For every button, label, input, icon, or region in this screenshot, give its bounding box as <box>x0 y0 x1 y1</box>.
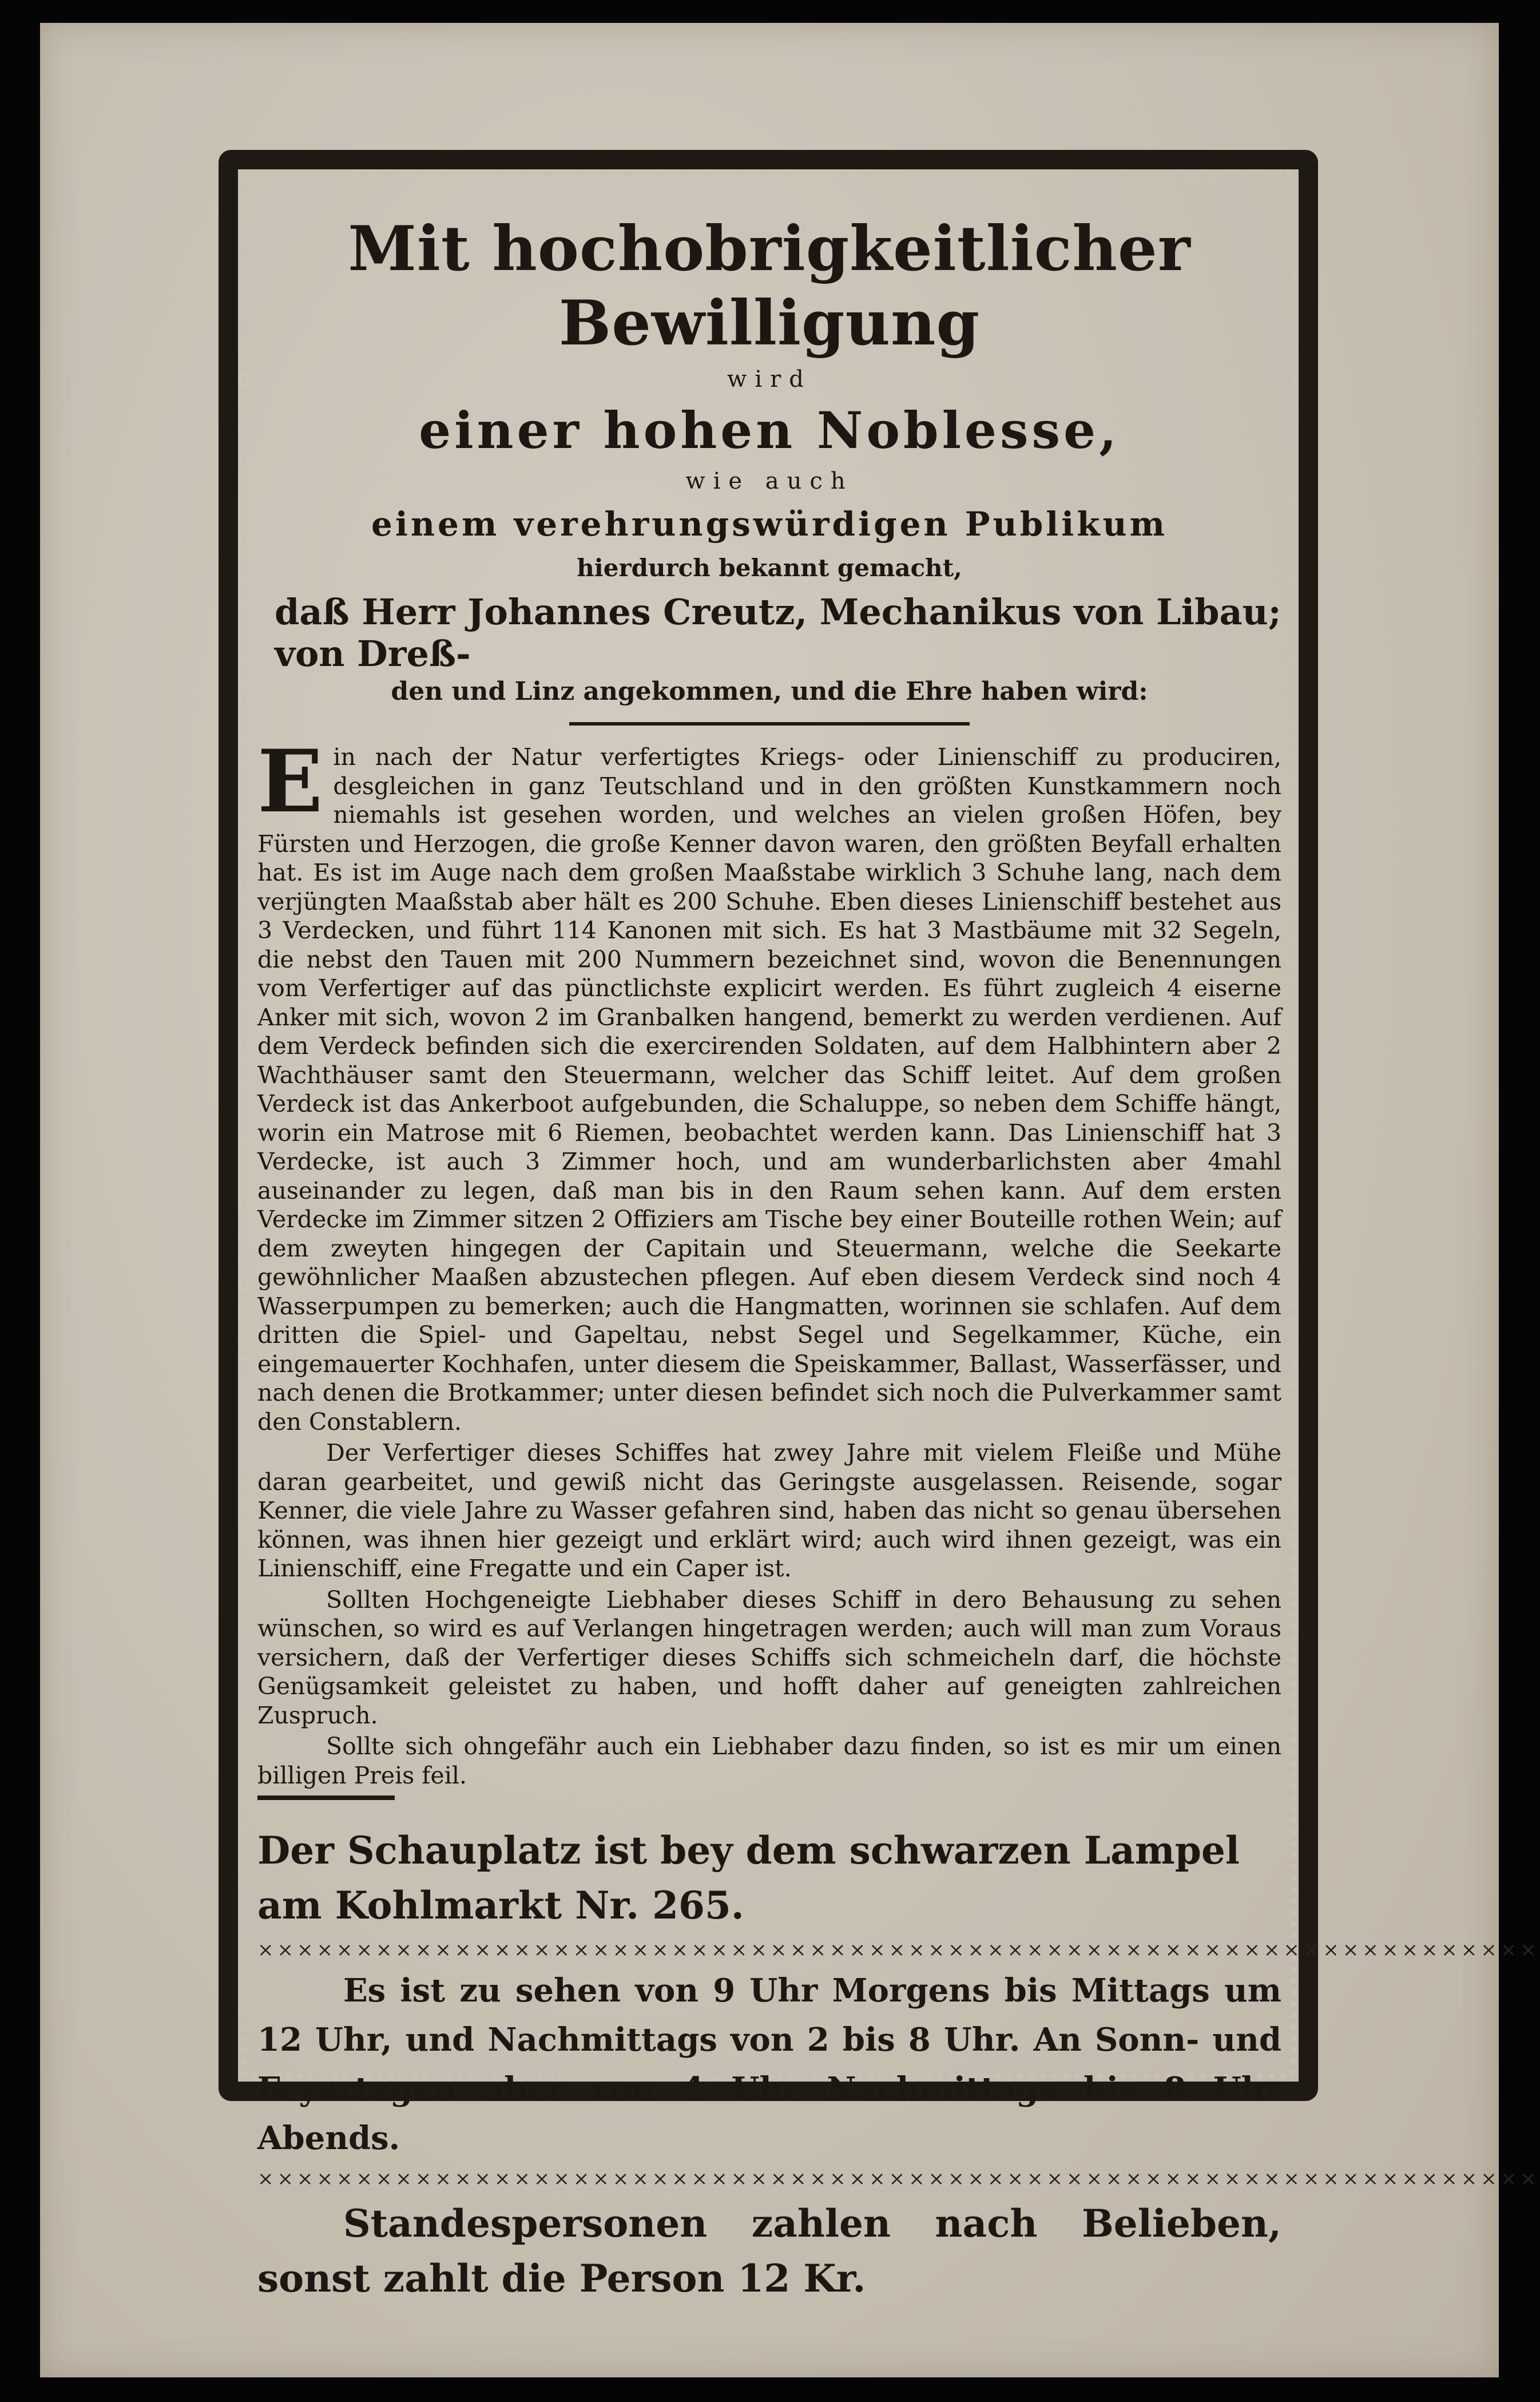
paragraph-1-text: in nach der Natur verfertigtes Kriegs- oder Linienschiff zu produciren, desgleichen in ganz Teutschland und in den größten Kunstkammern noch niemahls ist gesehen worden, und welches an vielen großen Höfen, bey Fürsten und Herzogen, die große Kenner davon waren, den größten Beyfall erhalten hat. Es ist im Auge nach dem großen Maaßstabe wirklich 3 Schuhe lang, nach dem verjüngten Maaßstab aber hält es 200 Schuhe. Eben dieses Linienschiff bestehet aus 3 Verdecken, und führt 114 Kanonen mit sich. Es hat 3 Mastbäume mit 32 Segeln, die nebst den Tauen mit 200 Nummern bezeichnet sind, wovon die Benennungen vom Verfertiger auf das pünctlichste explicirt werden. Es führt zugleich 4 eiserne Anker mit sich, wovon 2 im Granbalken hangend, bemerkt zu werden verdienen. Auf dem Verdeck befinden sich die exercirenden Soldaten, auf dem Halbhintern aber 2 Wachthäuser samt den Steuermann, welcher das Schiff leitet. Auf dem großen Verdeck ist das Ankerboot aufgebunden, die Schaluppe, so neben dem Schiffe hängt, worin ein Matrose mit 6 Riemen, beobachtet werden kann. Das Linienschiff hat 3 Verdecke, ist auch 3 Zimmer hoch, und am wunderbarlichsten aber 4mahl auseinander zu legen, daß man bis in den Raum sehen kann. Auf dem ersten Verdecke im Zimmer sitzen 2 Offiziers am Tische bey einer Bouteille rothen Wein; auf dem zweyten hingegen der Capitain und Steuermann, welche die Seekarte gewöhnlicher Maaßen abzustechen pflegen. Auf eben diesem Verdeck sind noch 4 Wasserpumpen zu bemerken; auch die Hangmatten, worinnen sie schlafen. Auf dem dritten die Spiel- und Gapeltau, nebst Segel und Segelkammer, Küche, ein eingemauerter Kochhafen, unter diesem die Speiskammer, Ballast, Wasserfässer, und nach denen die Brotkammer; unter diesen befindet sich noch die Pulverkammer samt den Constablern. <box>257 743 1281 1436</box>
wie-auch-line: wie auch <box>685 468 854 494</box>
divider-top <box>569 722 970 726</box>
paragraph-1 <box>257 731 1281 1436</box>
paragraph-3: Sollten Hochgeneigte Liebhaber dieses Schiff in dero Behausung zu sehen wünschen, so wird es auf Verlangen hingetragen werden; auch will man zum Voraus versichern, daß der Verfertiger dieses Schiffs sich schmeicheln darf, die höchste Genügsamkeit geleistet zu haben, und hofft daher auf geneigten zahlreichen Zuspruch. <box>257 1586 1281 1729</box>
wird-line: wird <box>727 366 812 393</box>
paragraph-2: Der Verfertiger dieses Schiffes hat zwey Jahre mit vielem Fleiße und Mühe daran gearbeitet, und gewiß nicht das Geringste ausgelassen. Reisende, sogar Kenner, die viele Jahre zu Wasser gefahren sind, haben das nicht so genau übersehen können, was ihnen hier gezeigt und erklärt wird; auch wird ihnen gezeigt, was ein Linienschiff, eine Fregatte und ein Caper ist. <box>257 1439 1281 1582</box>
divider-middle <box>257 1795 395 1800</box>
schauplatz-line: Der Schauplatz ist bey dem schwarzen Lampel am Kohlmarkt Nr. 265. <box>257 1828 1240 1928</box>
publikum-line: einem verehrungswürdigen Publikum <box>371 505 1168 544</box>
poster-title: Mit hochobrigkeitlicher Bewilligung <box>348 213 1191 359</box>
star-divider-1: ××××××××××××××××××××××××××××××××××××××××××××××××××××××××××××××××× <box>257 1939 1540 1961</box>
herr-line-2: den und Linz angekommen, und die Ehre haben wird: <box>391 677 1148 706</box>
noblesse-line: einer hohen Noblesse, <box>419 401 1120 460</box>
bekannt-line: hierdurch bekannt gemacht, <box>577 554 962 582</box>
opening-times: Es ist zu sehen von 9 Uhr Morgens bis Mittags um 12 Uhr, und Nachmittags von 2 bis 8 Uhr. An Sonn- und Feyertagen aber von 4 Uhr Nachmittags bis 8 Uhr Abends. <box>257 1972 1281 2157</box>
drop-cap: E <box>257 731 323 832</box>
poster-content <box>257 189 1540 2301</box>
paragraph-4: Sollte sich ohngefähr auch ein Liebhaber dazu finden, so ist es mir um einen billigen Preis feil. <box>257 1733 1281 1789</box>
star-divider-2: ××××××××××××××××××××××××××××××××××××××××××××××××××××××××××××××××× <box>257 2167 1540 2190</box>
herr-line-1: daß Herr Johannes Creutz, Mechanikus von Libau; von Dreß- <box>275 591 1281 675</box>
price-line: Standespersonen zahlen nach Belieben, sonst zahlt die Person 12 Kr. <box>257 2201 1281 2301</box>
